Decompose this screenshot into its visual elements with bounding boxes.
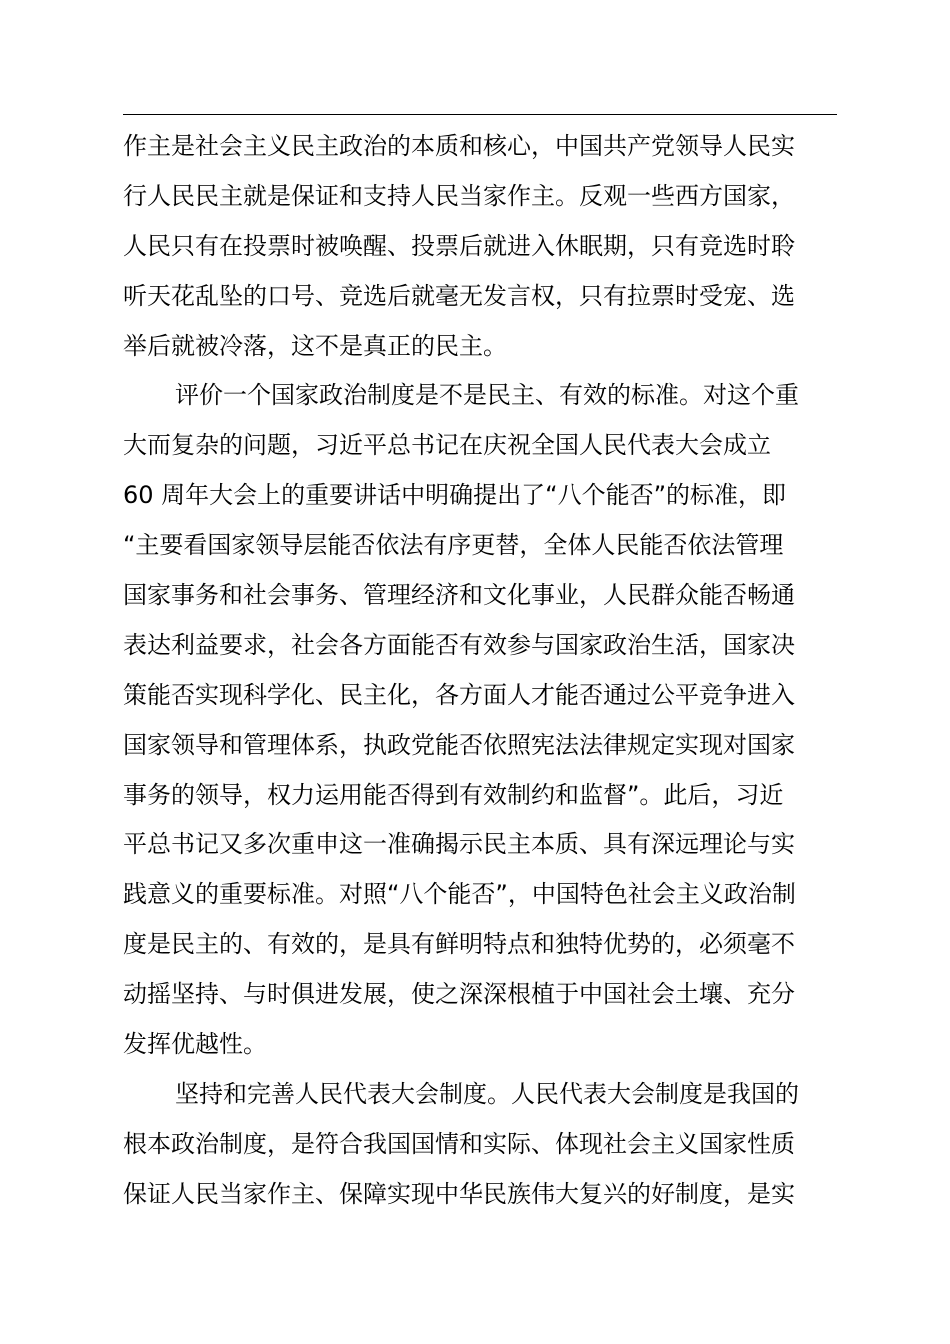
body-text	[123, 122, 863, 1220]
text-line: 行人民民主就是保证和支持人民当家作主。反观一些西方国家，	[123, 181, 795, 210]
text-line: 国家领导和管理体系，执政党能否依照宪法法律规定实现对国家	[123, 730, 795, 759]
text-line: 动摇坚持、与时俱进发展，使之深深根植于中国社会土壤、充分	[123, 980, 795, 1009]
text-line: 策能否实现科学化、民主化，各方面人才能否通过公平竞争进入	[123, 680, 795, 709]
text-line: 践意义的重要标准。对照“八个能否”，中国特色社会主义政治制	[123, 880, 796, 909]
text-line: 举后就被冷落，这不是真正的民主。	[123, 331, 507, 360]
text-line: 表达利益要求，社会各方面能否有效参与国家政治生活，国家决	[123, 630, 795, 659]
text-line: 事务的领导，权力运用能否得到有效制约和监督”。此后，习近	[123, 780, 784, 809]
text-line: 度是民主的、有效的，是具有鲜明特点和独特优势的，必须毫不	[123, 930, 795, 959]
paragraph-start-line: 评价一个国家政治制度是不是民主、有效的标准。对这个重	[175, 381, 799, 410]
text-line: 60 周年大会上的重要讲话中明确提出了“八个能否”的标准，即	[123, 481, 787, 510]
text-line: “主要看国家领导层能否依法有序更替，全体人民能否依法管理	[123, 531, 784, 560]
text-line: 保证人民当家作主、保障实现中华民族伟大复兴的好制度，是实	[123, 1179, 795, 1208]
text-line: 发挥优越性。	[123, 1030, 267, 1059]
text-line: 听天花乱坠的口号、竞选后就毫无发言权，只有拉票时受宠、选	[123, 281, 795, 310]
text-line: 国家事务和社会事务、管理经济和文化事业，人民群众能否畅通	[123, 581, 795, 610]
paragraph-start-line: 坚持和完善人民代表大会制度。人民代表大会制度是我国的	[175, 1079, 799, 1108]
text-line: 根本政治制度，是符合我国国情和实际、体现社会主义国家性质	[123, 1129, 795, 1158]
text-line: 大而复杂的问题，习近平总书记在庆祝全国人民代表大会成立	[123, 431, 771, 460]
header-rule	[123, 114, 837, 115]
text-line: 平总书记又多次重申这一准确揭示民主本质、具有深远理论与实	[123, 830, 795, 859]
text-line: 作主是社会主义民主政治的本质和核心，中国共产党领导人民实	[123, 132, 795, 160]
text-line: 人民只有在投票时被唤醒、投票后就进入休眠期，只有竞选时聆	[123, 231, 795, 260]
